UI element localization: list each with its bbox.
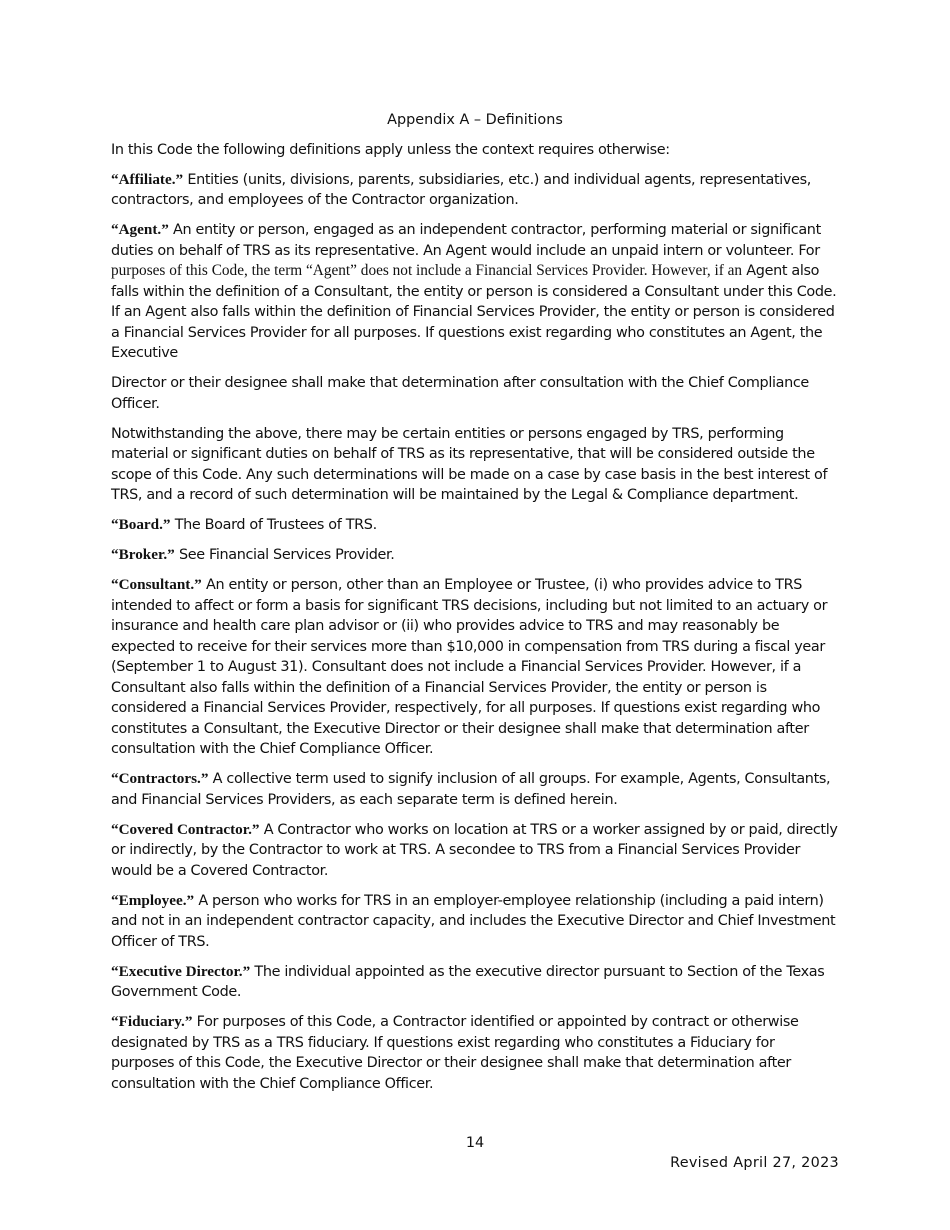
definition-text: A Contractor who works on location at TRS or a worker assigned by or paid, directly or indirectly, by the Contractor to work at TRS. A secondee to TRS from a Financial Services Provider would be a Covered Contractor. (111, 821, 838, 879)
revision-date: Revised April 27, 2023 (670, 1155, 839, 1171)
definition-affiliate (111, 170, 839, 211)
intro-text: In this Code the following definitions apply unless the context requires otherwise: (111, 141, 670, 158)
agent-continuation: Director or their designee shall make that determination after consultation with the Chief Compliance Officer. (111, 375, 809, 412)
document-body (111, 110, 839, 1104)
definition-text-serif: purposes of this Code, the term “Agent” does not include a Financial Services Provider. However, if an (111, 262, 743, 279)
definition-text: Agent also falls within the definition of a Consultant, the entity or person is considered a Consultant under this Code. If an Agent also falls within the definition of Financial Services Provider, the entity or person is considered a Financial Services Provider for all purposes. If questions exist regarding who constitutes an Agent, the Executive (111, 263, 837, 361)
definition-text: An entity or person, engaged as an independent contractor, performing material or significant duties on behalf of TRS as its representative. An Agent would include an unpaid intern or volunteer. For (111, 222, 821, 259)
term-consultant: “Consultant.” (111, 576, 202, 593)
definition-text: A collective term used to signify inclusion of all groups. For example, Agents, Consultants, and Financial Services Providers, as each separate term is defined herein. (111, 771, 831, 808)
term-affiliate: “Affiliate.” (111, 170, 184, 188)
definition-covered-contractor (111, 820, 839, 882)
definition-text: The individual appointed as the executive director pursuant to Section of the Texas Government Code. (111, 963, 825, 1000)
term-contractors: “Contractors.” (111, 770, 209, 787)
definition-fiduciary (111, 1012, 839, 1094)
definition-text: The Board of Trustees of TRS. (170, 517, 377, 533)
term-board: “Board.” (111, 516, 171, 533)
definition-executive-director (111, 962, 839, 1003)
definition-text: For purposes of this Code, a Contractor identified or appointed by contract or otherwise designated by TRS as a TRS fiduciary. If questions exist regarding who constitutes a Fiduciary for purposes of this Code, the Executive Director or their designee shall make that determination after consultation with the Chief Compliance Officer. (111, 1014, 799, 1092)
definition-text: Entities (units, divisions, parents, subsidiaries, etc.) and individual agents, representatives, contractors, and employees of the Contractor organization. (111, 171, 811, 208)
term-fiduciary: “Fiduciary.” (111, 1013, 193, 1030)
definition-broker (111, 545, 839, 566)
definition-text: An entity or person, other than an Employee or Trustee, (i) who provides advice to TRS intended to affect or form a basis for significant TRS decisions, including but not limited to an actuary or insurance and health care plan advisor or (ii) who provides advice to TRS and may reasonably be expected to receive for their services more than $10,000 in compensation from TRS during a fiscal year (September 1 to August 31). Consultant does not include a Financial Services Provider. However, if a Consultant also falls within the definition of a Financial Services Provider, the entity or person is considered a Financial Services Provider, respectively, for all purposes. If questions exist regarding who constitutes a Consultant, the Executive Director or their designee shall make that determination after consultation with the Chief Compliance Officer. (111, 577, 828, 757)
agent-notwithstanding: Notwithstanding the above, there may be certain entities or persons engaged by TRS, performing material or significant duties on behalf of TRS as its representative, that will be considered outside the scope of this Code. Any such determinations will be made on a case by case basis in the best interest of TRS, and a record of such determination will be maintained by the Legal & Compliance department. (111, 425, 828, 503)
definition-employee (111, 891, 839, 953)
definition-consultant (111, 575, 839, 760)
definition-board (111, 515, 839, 536)
definition-contractors (111, 769, 839, 810)
definition-text: A person who works for TRS in an employer-employee relationship (including a paid intern) and not in an independent contractor capacity, and includes the Executive Director and Chief Investment Officer of TRS. (111, 892, 836, 950)
term-broker: “Broker.” (111, 546, 175, 563)
definition-text: See Financial Services Provider. (174, 547, 395, 563)
term-executive-director: “Executive Director.” (111, 962, 251, 980)
term-employee: “Employee.” (111, 891, 195, 909)
page-number: 14 (465, 1135, 485, 1151)
page-title: Appendix A – Definitions (387, 112, 563, 128)
term-agent: “Agent.” (111, 221, 169, 238)
definition-agent (111, 220, 839, 364)
term-covered-contractor: “Covered Contractor.” (111, 820, 260, 838)
